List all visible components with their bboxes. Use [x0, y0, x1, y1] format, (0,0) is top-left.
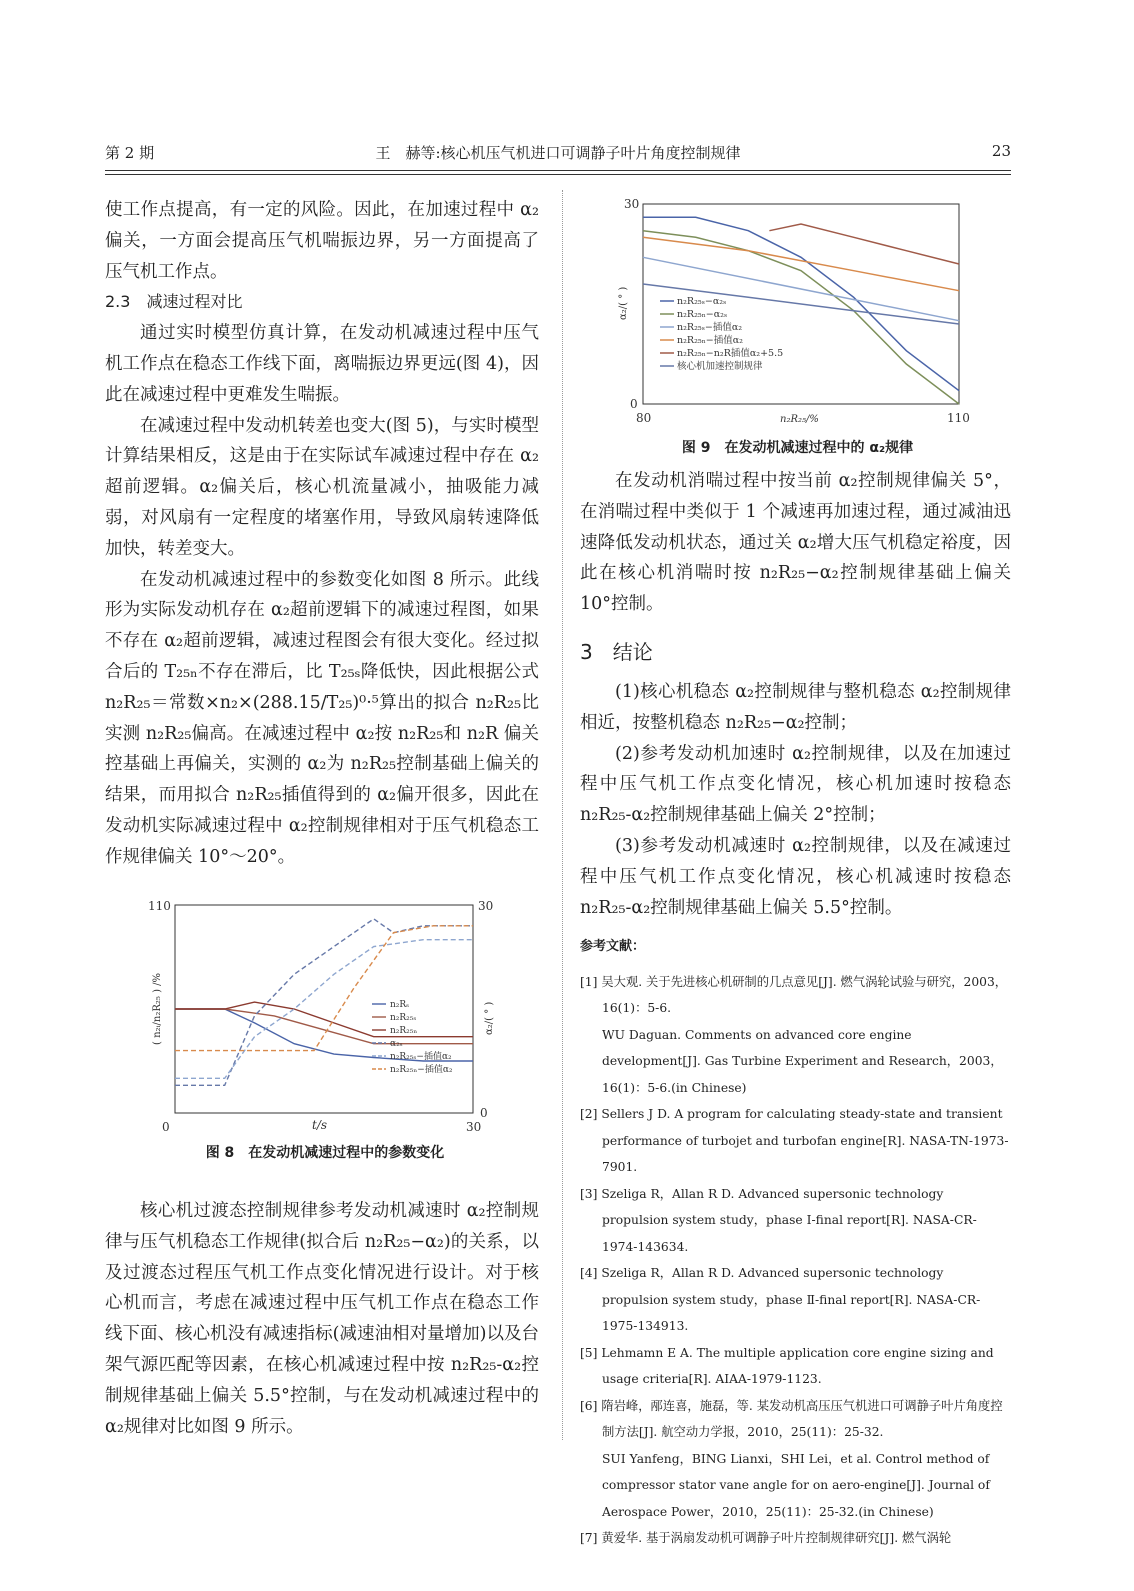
- left-column-lower: [105, 1196, 539, 1442]
- figure-9-caption: 图 9 在发动机减速过程中的 α₂规律: [681, 440, 914, 456]
- paragraph: 在发动机消喘过程中按当前 α₂控制规律偏关 5°，在消喘过程中类似于 1 个减速再加速过程，通过减油迅速降低发动机状态，通过关 α₂增大压气机稳定裕度，因此在核心机消喘时按 n₂R₂₅−α₂控制规律基础上偏关 10°控制。: [580, 471, 1011, 615]
- fig9-series-line-3: [643, 237, 959, 290]
- fig9-y-min: 0: [630, 397, 638, 411]
- figure-9-chart: [600, 192, 995, 437]
- fig8-xlabel: t/s: [312, 1118, 328, 1132]
- fig9-legend: [660, 296, 783, 372]
- paragraph: 在发动机减速过程中的参数变化如图 8 所示。此线形为实际发动机存在 α₂超前逻辑下的减速过程图，如果不存在 α₂超前逻辑，减速过程图会有很大变化。经过拟合后的 T₂₅ₙ不存在滞后，比 T₂₅ₛ降低快，因此根据公式 n₂R₂₅＝常数×n₂×(288.15/T₂₅)⁰·⁵算出的拟合 n₂R₂₅比实测 n₂R₂₅偏高。在减速过程中 α₂按 n₂R₂₅和 n₂R 偏关控基础上再偏关，实测的 α₂为 n₂R₂₅控制基础上偏关的结果，而用拟合 n₂R₂₅插值得到的 α₂偏开很多，因此在发动机实际减速过程中 α₂控制规律相对于压气机稳态工作规律偏关 10°～20°。: [105, 569, 539, 867]
- reference-item: WU Daguan. Comments on advanced core engine development[J]. Gas Turbine Experiment and Research，2003，16(1)：5-6.(in Chinese): [602, 1027, 1003, 1095]
- fig8-x-min: 0: [162, 1120, 170, 1134]
- fig8-legend-label: α₂ₛ: [390, 1039, 403, 1049]
- reference-item: SUI Yanfeng，BING Lianxi，SHI Lei，et al. Control method of compressor stator vane angle for on aero-engine[J]. Journal of Aerospace Power，2010，25(11)：25-32.(in Chinese): [602, 1451, 990, 1519]
- fig9-y-max: 30: [624, 197, 640, 211]
- fig8-legend-label: n₂R₂₅ₛ−插值α₂: [390, 1052, 452, 1062]
- fig8-legend: [372, 1000, 453, 1075]
- paragraph: 核心机过渡态控制规律参考发动机减速时 α₂控制规律与压气机稳态工作规律(拟合后 n₂R₂₅−α₂)的关系，以及过渡态过程压气机工作点变化情况进行设计。对于核心机而言，考虑在减速过程中压气机工作点在稳态工作线下面、核心机没有减速指标(减速油相对量增加)以及台架气源匹配等因素，在核心机减速过程中按 n₂R₂₅-α₂控制规律基础上偏关 5.5°控制，与在发动机减速过程中的 α₂规律对比如图 9 所示。: [105, 1201, 539, 1437]
- conclusion-item: (2)参考发动机加速时 α₂控制规律，以及在加速过程中压气机工作点变化情况，核心机加速时按稳态 n₂R₂₅-α₂控制规律基础上偏关 2°控制；: [580, 743, 1011, 826]
- fig9-ylabel: α₂/( ° ): [618, 286, 629, 320]
- fig8-ylabel-right: α₂/( ° ): [484, 1001, 495, 1035]
- reference-item: [5] Lehmamn E A. The multiple application core engine sizing and usage criteria[R]. AIAA-1979-1123.: [580, 1345, 994, 1386]
- fig9-x-max: 110: [947, 411, 970, 425]
- figure-8-chart: [140, 895, 510, 1140]
- conclusion-item: (3)参考发动机减速时 α₂控制规律，以及在减速过程中压气机工作点变化情况，核心机减速时按稳态 n₂R₂₅-α₂控制规律基础上偏关 5.5°控制。: [580, 835, 1011, 918]
- reference-item: [4] Szeliga R，Allan R D. Advanced supersonic technology propulsion system study，phase Ⅱ-final report[R]. NASA-CR-1975-134913.: [580, 1266, 981, 1333]
- reference-item: [3] Szeliga R，Allan R D. Advanced supersonic technology propulsion system study，phase Ⅰ-final report[R]. NASA-CR-1974-143634.: [580, 1186, 977, 1254]
- fig9-legend-label: 核心机加速控制规律: [677, 361, 763, 372]
- issue-number: 第 2 期: [105, 144, 155, 162]
- figure-8-caption: 图 8 在发动机减速过程中的参数变化: [205, 1145, 445, 1161]
- reference-item: [2] Sellers J D. A program for calculating steady-state and transient performance of turbojet and turbofan engine[R]. NASA-TN-1973-7901.: [580, 1107, 1009, 1174]
- fig9-series-line-4: [769, 224, 959, 264]
- left-column-upper: [105, 195, 539, 873]
- fig9-x-min: 80: [636, 411, 652, 425]
- fig8-x-max: 30: [466, 1120, 482, 1134]
- paragraph: 使工作点提高，有一定的风险。因此，在加速过程中 α₂偏关，一方面会提高压气机喘振边界，另一方面提高了压气机工作点。: [105, 200, 539, 282]
- fig9-legend-label: n₂R₂₅ₙ−n₂R插值α₂+5.5: [677, 348, 784, 359]
- header-rule-thin: [105, 174, 1011, 175]
- section-heading-3: 3 结论: [580, 640, 653, 664]
- paragraph: 通过实时模型仿真计算，在发动机减速过程中压气机工作点在稳态工作线下面，离喘振边界更远(图 4)，因此在减速过程中更难发生喘振。: [105, 323, 539, 405]
- column-separator: [562, 190, 563, 1440]
- fig9-xlabel: n₂R₂₅/%: [780, 414, 819, 425]
- running-title: 王 赫等:核心机压气机进口可调静子叶片角度控制规律: [375, 144, 741, 162]
- references: [580, 934, 1011, 1552]
- reference-item: [7] 黄爱华. 基于涡扇发动机可调静子叶片控制规律研究[J]. 燃气涡轮: [580, 1531, 952, 1545]
- reference-item: [1] 吴大观. 关于先进核心机研制的几点意见[J]. 燃气涡轮试验与研究，2003，16(1)：5-6.: [580, 974, 1008, 1015]
- header-rule: [105, 170, 1011, 171]
- running-header: [105, 142, 1011, 168]
- reference-item: [6] 隋岩峰，邴连喜，施磊，等. 某发动机高压压气机进口可调静子叶片角度控制方法[J]. 航空动力学报，2010，25(11)：25-32.: [580, 1398, 1003, 1439]
- conclusions: [580, 677, 1011, 923]
- conclusion-item: (1)核心机稳态 α₂控制规律与整机稳态 α₂控制规律相近，按整机稳态 n₂R₂₅−α₂控制；: [580, 682, 1011, 733]
- fig8-y-right-bottom: 0: [480, 1106, 488, 1120]
- fig8-y-right-top: 30: [478, 899, 494, 913]
- fig9-legend-label: n₂R₂₅ₙ−α₂ₛ: [677, 309, 728, 320]
- references-title: 参考文献：: [580, 939, 646, 954]
- fig8-legend-label: n₂R₂₅ₙ−插值α₂: [390, 1065, 453, 1075]
- fig8-legend-label: n₂Rₛ: [390, 1000, 410, 1010]
- fig8-y-left-top: 110: [148, 899, 171, 913]
- fig8-series-line-1: [175, 1009, 473, 1044]
- fig8-legend-label: n₂R₂₅ₙ: [390, 1026, 418, 1036]
- fig9-legend-label: n₂R₂₅ₛ−插值α₂: [677, 322, 743, 333]
- fig8-legend-label: n₂R₂₅ₛ: [390, 1013, 417, 1023]
- fig8-ylabel-left: ( n₂ᵢ/n₂R₂₅ ) /%: [152, 972, 163, 1045]
- right-column: [580, 466, 1011, 620]
- fig9-legend-label: n₂R₂₅ₙ−插值α₂: [677, 335, 743, 346]
- fig8-series-line-2: [175, 1002, 473, 1037]
- fig9-legend-label: n₂R₂₅ₛ−α₂ₛ: [677, 296, 727, 307]
- fig8-series-line-5: [175, 926, 473, 1051]
- page-number: 23: [991, 142, 1011, 160]
- section-heading-2-3: 2.3 减速过程对比: [105, 292, 243, 312]
- paragraph: 在减速过程中发动机转差也变大(图 5)，与实时模型计算结果相反，这是由于在实际试车减速过程中存在 α₂超前逻辑。α₂偏关后，核心机流量减小，抽吸能力减弱，对风扇有一定程度的堵塞作用，导致风扇转速降低加快，转差变大。: [105, 415, 539, 559]
